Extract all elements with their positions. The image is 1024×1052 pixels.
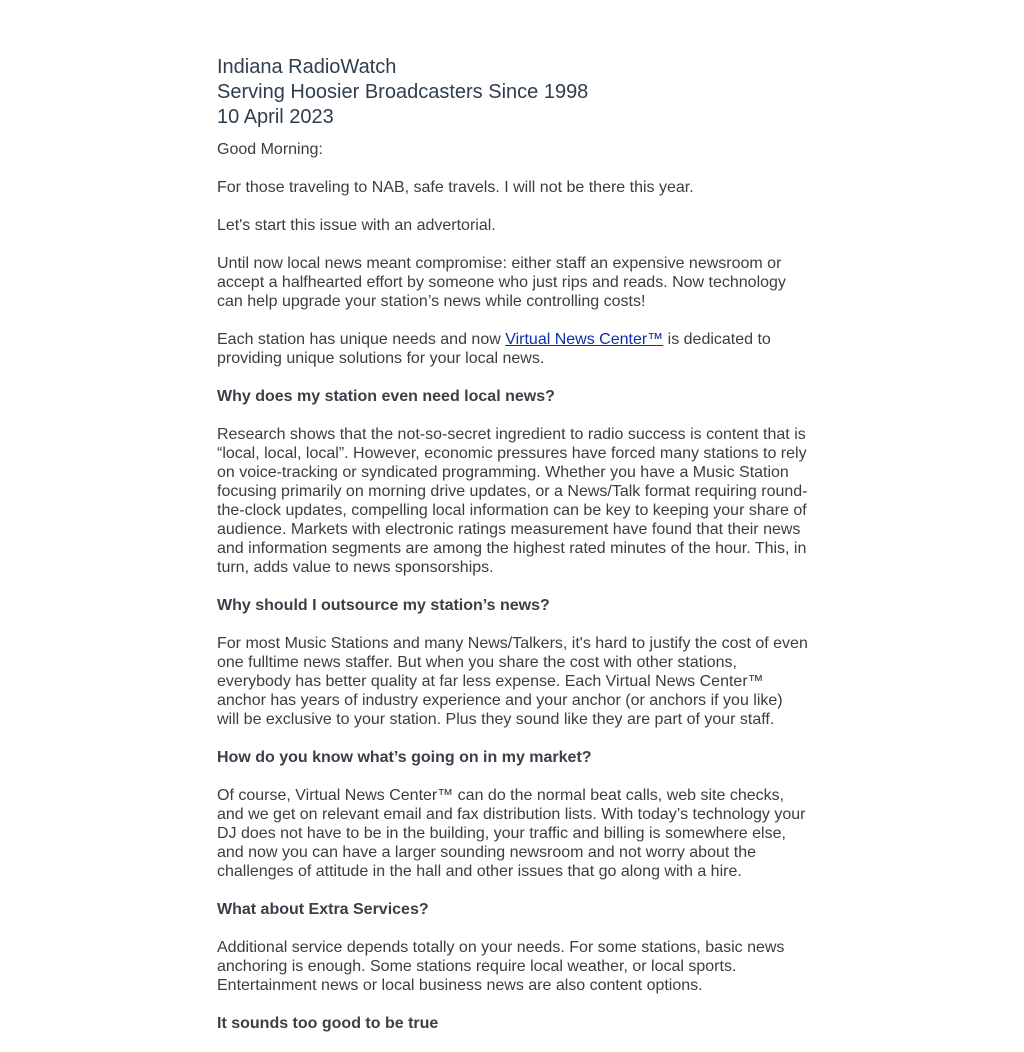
- section-heading: It sounds too good to be true: [217, 1015, 439, 1032]
- paragraph: Let's start this issue with an advertorial.: [217, 217, 496, 234]
- text: is dedicated to providing unique solutions for your local news.: [217, 331, 771, 367]
- newsletter-body: [217, 140, 809, 1033]
- section-heading: How do you know what’s going on in my market?: [217, 749, 592, 766]
- section-heading: Why should I outsource my station’s news?: [217, 597, 550, 614]
- newsletter-header: [217, 55, 809, 130]
- paragraph: Of course, Virtual News Center™ can do the normal beat calls, web site checks, and we get on relevant email and fax distribution lists. With today’s technology your DJ does not have to be in the building, your traffic and billing is somewhere else, and now you can have a larger sounding newsroom and not worry about the challenges of attitude in the hall and other issues that go along with a hire.: [217, 787, 806, 880]
- paragraph: Additional service depends totally on your needs. For some stations, basic news anchoring is enough. Some stations require local weather, or local sports. Entertainment news or local business news are also content options.: [217, 939, 785, 994]
- paragraph: For those traveling to NAB, safe travels. I will not be there this year.: [217, 179, 694, 196]
- paragraph: For most Music Stations and many News/Talkers, it's hard to justify the cost of even one fulltime news staffer. But when you share the cost with other stations, everybody has better quality at far less expense. Each Virtual News Center™ anchor has years of industry experience and your anchor (or anchors if you like) will be exclusive to your station. Plus they sound like they are part of your staff.: [217, 635, 808, 728]
- issue-date: 10 April 2023: [217, 106, 334, 128]
- paragraph: [217, 330, 809, 368]
- section-heading: What about Extra Services?: [217, 901, 429, 918]
- newsletter: [217, 55, 809, 1052]
- paragraph: Until now local news meant compromise: either staff an expensive newsroom or accept a halfhearted effort by someone who just rips and reads. Now technology can help upgrade your station’s news while controlling costs!: [217, 255, 786, 310]
- newsletter-tagline: Serving Hoosier Broadcasters Since 1998: [217, 81, 589, 103]
- text: Each station has unique needs and now: [217, 331, 506, 348]
- greeting: Good Morning:: [217, 141, 323, 158]
- section-heading: Why does my station even need local news?: [217, 388, 555, 405]
- paragraph: Research shows that the not-so-secret ingredient to radio success is content that is “local, local, local”. However, economic pressures have forced many stations to rely on voice-tracking or syndicated programming. Whether you have a Music Station focusing primarily on morning drive updates, or a News/Talk format requiring round-the-clock updates, compelling local information can be key to keeping your share of audience. Markets with electronic ratings measurement have found that their news and information segments are among the highest rated minutes of the hour. This, in turn, adds value to news sponsorships.: [217, 426, 808, 576]
- virtual-news-center-link[interactable]: Virtual News Center™: [505, 331, 664, 348]
- newsletter-title: Indiana RadioWatch: [217, 56, 397, 78]
